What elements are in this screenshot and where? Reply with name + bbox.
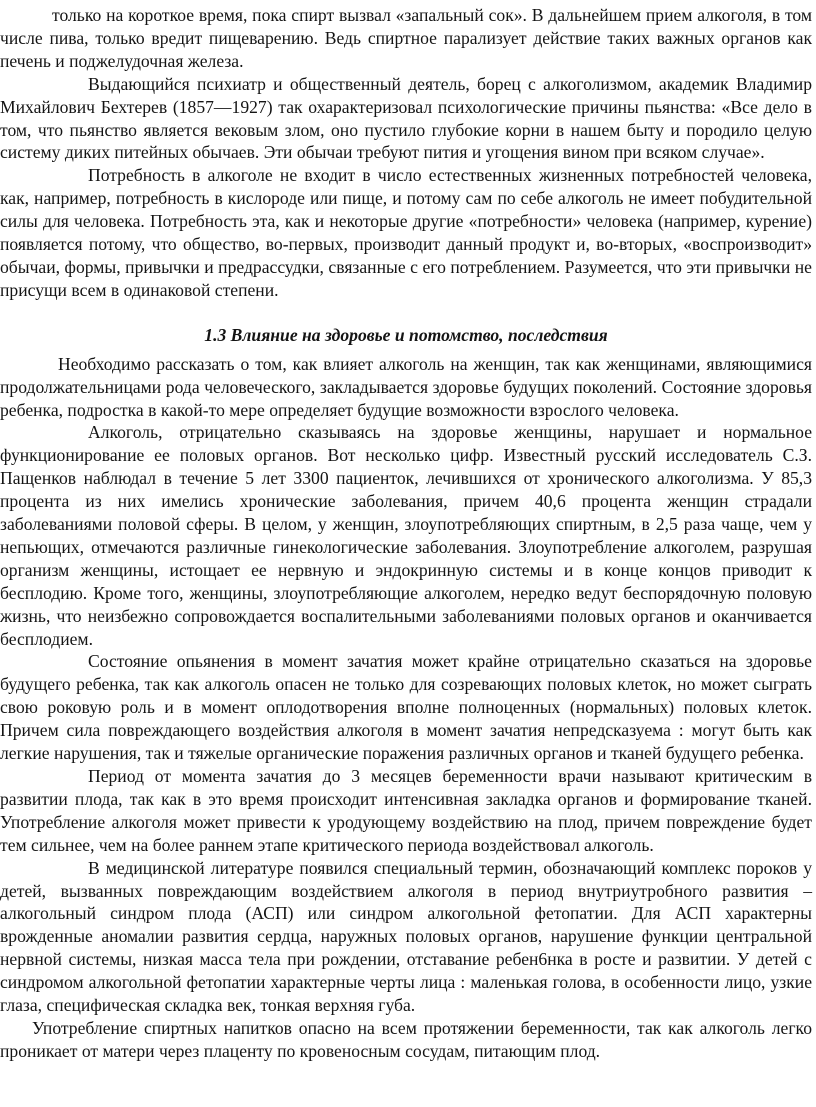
paragraph-critical-period: Период от момента зачатия до 3 месяцев беременности врачи называют критическим в развитии плода, так как в это время происходит интенсивная закладка органов и формирование тканей. Употребление алкоголя может привести к уродующему воздействию на плод, причем повреждение будет тем сильнее, чем на более раннем этапе критического периода воздействовал алкоголь. <box>0 766 812 855</box>
paragraph-bekhterev-quote: Выдающийся психиатр и общественный деятель, борец с алкоголизмом, академик Владимир Михайлович Бехтерев (1857—1927) так охарактеризовал психологические причины пьянства: «Все дело в том, что пьянство является вековым злом, оно пустило глубокие корни в нашем быту и породило целую систему диких питейных обычаев. Эти обычаи требуют пития и угощения вином при всяком случае». <box>0 73 812 163</box>
paragraph-pregnancy-danger: Употребление спиртных напитков опасно на всем протяжении беременности, так как алкоголь легко проникает от матери через плаценту по кровеносным сосудам, питающим плод. <box>0 1017 812 1061</box>
paragraph-conception: Состояние опьянения в момент зачатия может крайне отрицательно сказаться на здоровье будущего ребенка, так как алкоголь опасен не только для созревающих половых клеток, но может сыграть свою роковую роль и в момент оплодотворения вполне полноценных (нормальных) половых клеток. Причем сила повреждающего воздействия алкоголя в момент зачатия непредсказуема : могут быть как легкие нарушения, так и тяжелые органические поражения различных органов и тканей будущего ребенка. <box>0 651 812 764</box>
paragraph-women-health: Алкоголь, отрицательно сказываясь на здоровье женщины, нарушает и нормальное функционирование ее половых органов. Вот несколько цифр. Известный русский исследователь С.З. Пащенков наблюдал в течение 5 лет 3300 пациенток, лечившихся от хронического алкоголизма. У 85,3 процента из них имелись хронические заболевания, причем 40,6 процента женщин страдали заболеваниями половой сферы. В целом, у женщин, злоупотребляющих спиртным, в 2,5 раза чаще, чем у непьющих, отмечаются различные гинекологические заболевания. Злоупотребление алкоголем, разрушая организм женщины, истощает ее нервную и эндокринную системы и в конце концов приводит к бесплодию. Кроме того, женщины, злоупотребляющие алкоголем, нередко ведут беспорядочную половую жизнь, что неизбежно сопровождается воспалительными заболеваниями половых органов и оканчивается бесплодием. <box>0 422 812 649</box>
paragraph-fetal-syndrome: В медицинской литературе появился специальный термин, обозначающий комплекс пороков у детей, вызванных повреждающим воздействием алкоголя в период внутриутробного развития – алкогольный синдром плода (АСП) или синдром алкогольной фетопатии. Для АСП характерны врожденные аномалии развития сердца, наружных половых органов, нарушение функции центральной нервной системы, низкая масса тела при рождении, отставание ребен6нка в росте и развитии. У детей с синдромом алкогольной фетопатии характерные черты лица : маленькая голова, в особенности лицо, узкие глаза, специфическая складка век, тонкая верхняя губа. <box>0 857 812 1016</box>
paragraph-women-influence: Необходимо рассказать о том, как влияет алкоголь на женщин, так как женщинами, являющимися продолжательницами рода человеческого, закладывается здоровье будущих поколений. Состояние здоровья ребенка, подростка в какой-то мере определяет будущие возможности взрослого человека. <box>0 353 812 420</box>
section-heading: 1.3 Влияние на здоровье и потомство, последствия <box>204 324 608 345</box>
paragraph-alcohol-need: Потребность в алкоголе не входит в число естественных жизненных потребностей человека, как, например, потребность в кислороде или пище, и потому сам по себе алкоголь не имеет побудительной силы для человека. Потребность эта, как и некоторые другие «потребности» человека (например, курение) появляется потому, что общество, во-первых, производит данный продукт и, во-вторых, «воспроизводит» обычаи, формы, привычки и предрассудки, связанные с его потреблением. Разумеется, что эти привычки не присущи всем в одинаковой степени. <box>0 165 812 300</box>
paragraph-stomach-continuation: только на короткое время, пока спирт вызвал «запальный сок». В дальнейшем прием алкоголя, в том числе пива, только вредит пищеварению. Ведь спиртное парализует действие таких важных органов как печень и поджелудочная железа. <box>0 5 812 71</box>
